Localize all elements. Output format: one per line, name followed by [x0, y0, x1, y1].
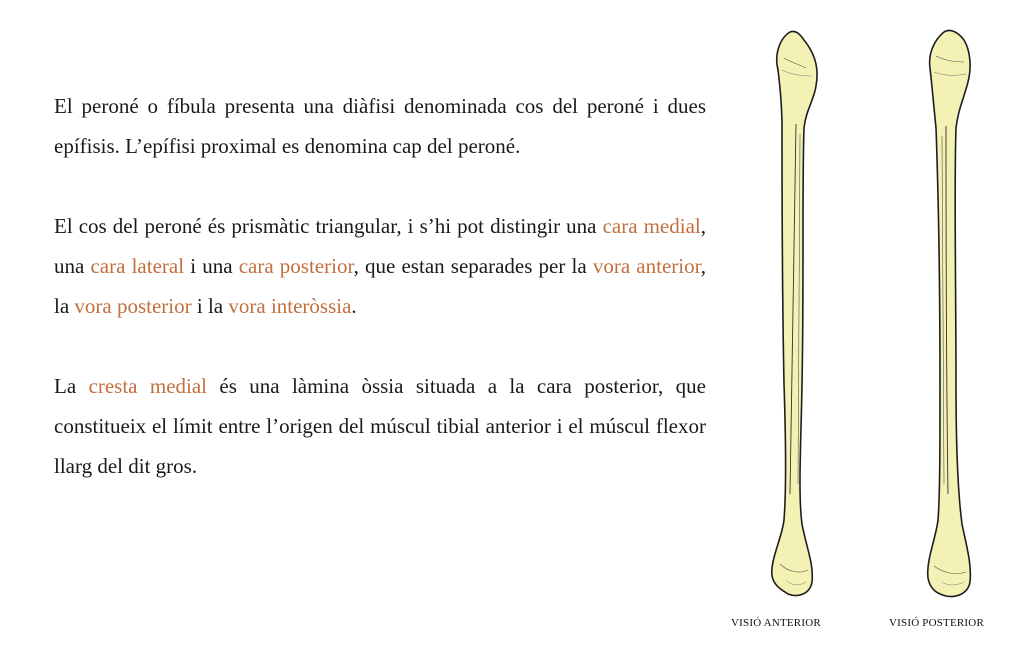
paragraph-text: , que estan separades per la [353, 254, 593, 278]
paragraph-text: , la [54, 254, 707, 318]
highlighted-term: vora posterior [74, 294, 192, 318]
highlighted-term: vora anterior [592, 254, 701, 278]
paragraph-text: . [351, 294, 357, 318]
caption-posterior-view: VISIÓ POSTERIOR [889, 617, 984, 629]
highlighted-term: vora interòssia [228, 294, 352, 318]
caption-anterior-view: VISIÓ ANTERIOR [731, 617, 821, 629]
paragraph-3 [54, 366, 706, 486]
paragraph-text: El peroné o fíbula presenta una diàfisi denominada cos del peroné i dues epífisis. L’epífisi proximal es denomina cap del peroné. [54, 94, 706, 158]
paragraph-text: és una làmina òssia situada a la cara posterior, que constitueix el límit entre l’origen del múscul tibial anterior i el múscul flexor llarg del dit gros. [54, 374, 706, 478]
highlighted-term: cara medial [602, 214, 701, 238]
highlighted-term: cara lateral [90, 254, 185, 278]
highlighted-term: cara posterior [238, 254, 354, 278]
paragraph-text: , una [54, 214, 706, 278]
paragraph-text: El cos del peroné és prismàtic triangular, i s’hi pot distingir una [54, 214, 603, 238]
text-column [54, 86, 706, 526]
fibula-posterior-illustration [916, 24, 986, 602]
paragraph-1 [54, 86, 706, 166]
fibula-figures [740, 24, 1010, 604]
paragraph-2 [54, 206, 706, 326]
paragraph-text: i una [184, 254, 239, 278]
paragraph-text: i la [191, 294, 229, 318]
highlighted-term: cresta medial [88, 374, 208, 398]
paragraph-text: La [54, 374, 89, 398]
fibula-anterior-illustration [760, 24, 830, 602]
